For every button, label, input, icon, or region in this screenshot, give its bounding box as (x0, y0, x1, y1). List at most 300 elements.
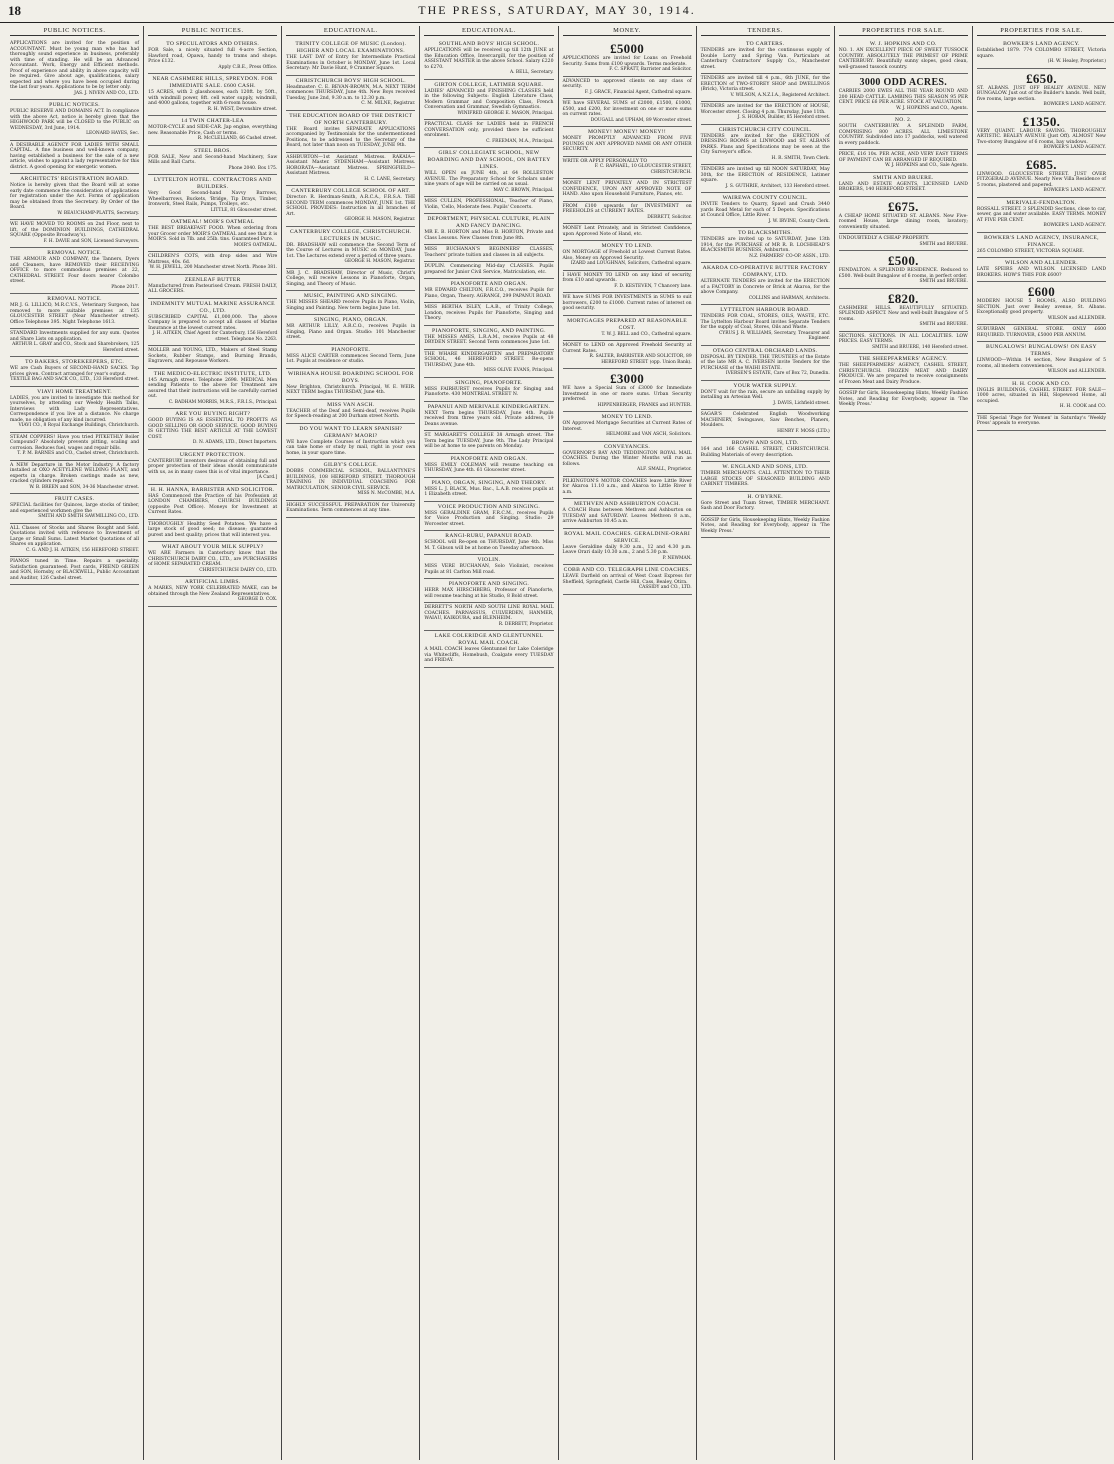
ad-body: FOR SALE, New and Second-hand Machinery, Saw Mills and Ball Carts. (148, 154, 278, 165)
ad-body: LINWOOD—Within 14 section, New Bungalow of 5 rooms, all modern conveniences. (976, 358, 1106, 369)
ad-body: TENDERS are invited for the continuous supply of Double Lorry and Spring Van. Particulars at Canterbury Contractors' Supply Co., Manchester street. (700, 48, 830, 70)
advertisement (286, 345, 415, 369)
advertisement (424, 148, 553, 197)
advertisement (286, 153, 415, 187)
ad-signature: GEORGE H. MASON, Registrar. (344, 259, 416, 264)
ad-body: VERY QUAINT. LABOUR SAVING. THOROUGHLY ARTISTIC. BEALEY AVENUE (Just Off). ALMOST New Two-storey Bungalow of 6 rooms, bay windows. (976, 128, 1106, 145)
ad-signature: BOWKER'S LAND AGENCY. (1043, 102, 1106, 107)
advertisement (977, 342, 1106, 379)
column (419, 26, 557, 1460)
ad-title: YOUR WATER SUPPLY. (733, 382, 797, 389)
ad-body: LATE SPEIRS AND WILSON. LICENSED LAND BROKERS. HOW'S THIS FOR £600? (976, 267, 1106, 278)
ad-title: SINGING, PIANOFORTE. (455, 379, 523, 386)
advertisement (839, 354, 968, 389)
advertisement (977, 155, 1106, 198)
ad-body: GOVERNOR'S BAY AND TEDDINGTON ROYAL MAIL COACHES. During the Winter Months will run as follows. (562, 450, 692, 467)
advertisement (701, 263, 830, 305)
ad-title: ROYAL MAIL COACHES. GERALDINE-ORARI SERVICE. (564, 530, 691, 544)
column-heading: MONEY. (563, 26, 692, 36)
ad-title: PIANOFORTE AND SINGING. (448, 581, 530, 587)
advertisement (10, 220, 139, 248)
ad-title: PIANOFORTE, SINGING, AND PAINTING. (432, 327, 546, 334)
advertisement (10, 248, 139, 294)
ad-signature: WINIFRED GEORGE E. MASON, Principal. (457, 110, 554, 116)
advertisement (563, 412, 692, 442)
advertisement (424, 39, 553, 80)
ad-title: £5000 (610, 41, 645, 56)
ad-title: VOICE PRODUCTION AND SINGING. (437, 503, 541, 510)
advertisement (563, 316, 692, 342)
advertisement (839, 197, 968, 235)
column-heading: PROPERTIES FOR SALE. (977, 26, 1106, 36)
ad-signature: (H. W. Healey, Proprietor.) (1047, 59, 1106, 64)
ad-signature: C. M. MILNE, Registrar. (361, 101, 416, 106)
advertisement (563, 241, 692, 271)
ad-title: WIRIHANA HOUSE BOARDING SCHOOL FOR BOYS. (288, 370, 414, 384)
ad-body: ON Approved Mortgage Securities at Current Rates of Interest. (562, 421, 692, 432)
ad-body: TENDERS are invited till 4 p.m., 6th JUNE, for the ERECTION of TWO-STOREY SHOP and DWELLINGS (Brick), Victoria street. (700, 76, 830, 92)
advertisement (563, 224, 692, 241)
advertisement (424, 350, 553, 378)
advertisement (701, 39, 830, 74)
advertisement (286, 501, 415, 518)
ad-title: THE EDUCATION BOARD OF THE DISTRICT OF NORTH CANTERBURY. (289, 112, 413, 126)
advertisement (286, 291, 415, 315)
ad-body: PRACTICAL CLASS for LADIES held in FRENCH CONVERSATION only, provided there be sufficient enrolment. (424, 122, 554, 138)
advertisement (563, 99, 692, 127)
ad-title: £600 (1027, 284, 1056, 299)
ad-body: 164 and 166 CASHEL STREET, CHRISTCHURCH. Building Materials of every description. (700, 447, 830, 458)
advertisement (286, 400, 415, 424)
column-heading: TENDERS. (701, 26, 830, 36)
ad-body: HAS Commenced the Practice of his Profession at LONDON CHAMBERS, CHURCH BUILDINGS (opposite Post Office). Moneys for Investment at Current Rates. (148, 493, 278, 515)
ad-body: WRITE OR APPLY PERSONALLY TO (562, 158, 648, 164)
ad-signature: SMITH and BRUERE. (919, 241, 968, 247)
ad-title: £1350. (1022, 113, 1061, 129)
ad-signature: J. S. GUTHRIE, Architect, 133 Hereford street. (725, 183, 830, 189)
advertisement (424, 303, 553, 326)
column (143, 26, 281, 1460)
ad-body: ON MORTGAGE of Freehold at Lowest Current Rates. Also, Money on Approved Security. (562, 250, 692, 261)
ad-signature: F. D. KESTEVEN, 7 Chancery lane. (614, 283, 692, 289)
ad-body: UNDOUBTEDLY A CHEAP PROPERTY. (838, 236, 930, 241)
ad-body: THE MISSES AMES, L.R.A.M., receive Pupils at 48 DRYDEN STREET. Second Term commences June 1st. (424, 334, 554, 345)
advertisement (286, 369, 415, 400)
ad-title: NEAR CASHMERE HILLS, SPREYDON. FOR IMMEDIATE SALE. £600 CASH. (152, 76, 273, 89)
ad-title: WHAT ABOUT YOUR MILK SUPPLY? (161, 544, 264, 550)
ad-signature: SMITH and BRUERE, 140 Hereford street. (872, 344, 968, 350)
advertisement (148, 520, 277, 543)
ad-body: GOOD BUYING IS AS ESSENTIAL TO PROFITS AS GOOD SELLING OR GOOD SERVICE. GOOD BUYING IS GETTING THE BEST ARTICLE AT THE LOWEST COST. (148, 418, 278, 440)
advertisement (424, 555, 553, 579)
ad-body: NEXT Term begins THURSDAY, June 4th. Pupils received from three years old. Private address, 19 Deans avenue. (424, 410, 554, 427)
ad-body: MR ARTHUR LILLY, A.R.C.O., receives Pupils in Singing, Piano and Organ. Studio: 101 Manchester street. (286, 324, 416, 340)
ad-body: SOUTH CANTERBURY. A SPLENDID FARM, COMPRISING 800 ACRES. ALL LIMESTONE COUNTRY. Subdivided into 17 paddocks, well watered in every paddock. (838, 124, 968, 146)
advertisement (286, 39, 415, 76)
advertisement (563, 369, 692, 412)
ad-body: WE have SEVERAL SUMS of £2000, £1500, £1000, £500, and £200, for investment on one or more sums on current rates. (562, 101, 692, 117)
ad-body: LEAVE Darfield on arrival of West Coast Express for Sheffield, Springfield, Castle Hill, Cass, Bealey, Otira. (562, 574, 692, 585)
advertisement (10, 100, 139, 141)
ad-signature: J. W. IRVINE, County Clerk. (768, 218, 830, 224)
ad-body: Leave Geraldine daily 9.30 a.m., 12 and 4.30 p.m. Leave Orari daily 10.30 a.m., 2 and 5.30 p.m. (562, 544, 692, 555)
ad-body: FOR Sale, a nicely situated full 4-acre Section, Hawford road, Opawa, handy to trams and shops. Price £132. (148, 48, 278, 64)
ad-title: GILBY'S COLLEGE. (323, 462, 378, 468)
advertisement (701, 305, 830, 346)
advertisement (839, 150, 968, 173)
ad-title: VIOLIN. (477, 557, 501, 563)
advertisement (424, 378, 553, 402)
ad-signature: P. NEWMAN. (662, 555, 692, 561)
ad-signature: W. H. JEWELL, 200 Manchester street North. Phone 381. (149, 265, 278, 270)
ad-signature: BOWKER'S LAND AGENCY. (1043, 145, 1106, 150)
ad-signature: HIPPENBERGER, FRANKS and HUNTER. (597, 402, 692, 408)
ad-title: 14 TWIN CHATER-LEA (181, 118, 245, 124)
ad-title: PAPANUI AND MERIVALE KINDERGARTEN. (427, 403, 551, 410)
column (834, 26, 972, 1460)
ad-title: OATMEAL! MOIR'S OATMEAL (170, 219, 255, 225)
advertisement (424, 579, 553, 603)
ad-title: H. H. COOK AND CO. (1012, 380, 1071, 387)
ad-title: PIANO, ORGAN, SINGING, AND THEORY. (431, 479, 547, 486)
ad-signature: D. N. ADAMS, LTD., Direct Importers. (192, 440, 278, 445)
ad-body: MISS CULLEN, PROFESSIONAL, Teacher of Piano, Violin, 'Cello, Moderate fees. Pupils' Concerts. (424, 199, 554, 210)
advertisement (563, 179, 692, 202)
ad-title: MONEY TO LEND. (601, 243, 653, 249)
ad-body: Established 1879. 774 COLOMBO STREET, Victoria square. (976, 48, 1106, 59)
ad-body: WE ARE Farmers in Canterbury know that the CHRISTCHURCH DAIRY CO., LTD., are PURCHASERS of HOME SEPARATED CREAM. (148, 551, 278, 567)
ad-body: DERRETT'S NORTH AND SOUTH LINE ROYAL MAIL COACHES. PARNASSUS, CULVERDEN, HANMER, WAIAU, KAIKOURA, and BLENHEIM. (424, 605, 554, 621)
ad-body: FROM £100 upwards for INVESTMENT on FREEHOLDS at CURRENT RATES. (562, 203, 692, 214)
column-heading: EDUCATIONAL. (424, 26, 553, 36)
ad-body: New Brighton, Christchurch. Principal, W. E. WEIR. NEXT TERM begins THURSDAY, June 4th. (286, 384, 416, 395)
advertisement (563, 39, 692, 77)
ad-signature: H. R. SMITH, Town Clerk. (771, 155, 830, 161)
ad-signature: SMITH AND SMITH SAWMILLING CO., LTD. (38, 514, 140, 519)
ad-body: MR E. B. HORTON and Miss B. HORTON, Private and Class Lessons. New Classes from June 8th. (424, 230, 554, 241)
ad-body: A CHEAP HOME SITUATED ST. ALBANS. New Five-roomed House, large dining room, lavatory; conveniently situated. (838, 213, 968, 230)
advertisement (977, 233, 1106, 259)
ad-body: Notice is hereby given that the Board will at some early date commence the consideration of applications for registration under the Act. Forms of application may be obtained from the Secretary. By Order of the Board. (10, 183, 140, 210)
ad-title: W. J. HOPKINS AND CO. (869, 41, 937, 47)
ad-title: CONVEYANCES. (604, 443, 651, 450)
advertisement (977, 112, 1106, 155)
ad-body: INGLIS BUILDINGS, CASHEL STREET. FOR SALE—1000 acres, situated in Hill, Slopewood Home, all occupied. (976, 387, 1106, 404)
ad-title: SMITH AND BRUERE. (873, 174, 934, 181)
ad-signature: A. BELL, Secretary. (509, 70, 554, 75)
ad-title: H. H. HANNA, BARRISTER AND SOLICITOR. (150, 486, 275, 493)
ad-title: CANTERBURY COLLEGE SCHOOL OF ART. (291, 188, 411, 194)
ad-body: 265 COLOMBO STREET, VICTORIA SQUARE. (976, 248, 1085, 254)
ad-body: TEACHER of the Deaf and Semi-deaf, receives Pupils for Speech-reading at 200 Durham street North. (286, 408, 416, 419)
ad-body: ALTERNATE TENDERS are invited for the ERECTION of a FACTORY in Concrete or Brick at Akaroa, for the above Company. (700, 279, 830, 295)
advertisement (563, 499, 692, 529)
ad-signature: JAS. J. NIVEN AND CO., LTD. (74, 90, 140, 96)
advertisement (839, 74, 968, 115)
ad-body: PRICE, £16 10s. PER ACRE, AND VERY EASY TERMS OF PAYMENT CAN BE ARRANGED IF REQUIRED. (838, 152, 968, 163)
ad-signature: COLLINS and HARMAN, Architects. (748, 295, 830, 301)
advertisement (10, 357, 139, 387)
advertisement (148, 252, 277, 275)
advertisement (10, 557, 139, 585)
column-heading: EDUCATIONAL. (286, 26, 415, 36)
ad-signature: DOUGALL and UPHAM, 89 Worcester street. (590, 117, 692, 123)
advertisement (701, 125, 830, 166)
ad-body: SPECIAL facilities for Quinces, large stocks of timber, and experienced workmen give the (10, 503, 140, 514)
advertisement (10, 141, 139, 175)
ad-body: DON'T wait for the rain, secure an unfailing supply by installing an Artesian Well. (700, 389, 830, 400)
ad-body: SUBURBAN GENERAL STORE. ONLY £600 REQUIRED. TURNOVER, £5000 PER ANNUM. (976, 327, 1106, 338)
ad-title: BOWKER'S LAND AGENCY. (1003, 41, 1080, 47)
ad-body: WE HAVE MOVED TO ROOMS on 2nd Floor, next to lift, of the DOMINION BUILDINGS, CATHEDRAL SQUARE (Opposite Broadway's). (10, 222, 140, 238)
ad-body: Manufactured from Pasteurised Cream. FRESH DAILY, ALL GROCERS. (148, 283, 278, 294)
column (558, 26, 696, 1460)
advertisement (701, 410, 830, 438)
ad-title: GIRTON COLLEGE, LATIMER SQUARE. (434, 81, 544, 88)
ad-body: GOSSIP for Girls, Housekeeping Hints, Weekly Fashion Notes, and Reading for Everybody, appear in 'The Weekly Press.' (700, 517, 830, 534)
ad-title: MONEY! MONEY! MONEY!! (588, 129, 667, 135)
ad-body: ST. ALBANS. JUST OFF BEALEY AVENUE. NEW BUNGALOW. Just out of the Builder's hands. Well built, five rooms, large section. (976, 85, 1106, 102)
advertisement (148, 146, 277, 176)
ad-signature: HENRY F. MOSS (LTD.) (777, 428, 830, 434)
advertisement (148, 542, 277, 577)
ad-signature: IVERSEN'S ESTATE, Care of Box 72, Dunedin. (725, 371, 830, 376)
ad-body: ADVANCED to approved clients on any class of security. (562, 78, 692, 89)
advertisement (148, 299, 277, 347)
ad-body: STEAM COPPERS! Have you tried PITKETHLY Boiler Compound? Absolutely prevents pitting, scaling and corrosion. Reduces fuel, wages and repair bills. (10, 434, 140, 451)
ad-signature: R. SALTER, BARRISTER AND SOLICITOR, 89 HEREFORD STREET (opp. Union Bank). (589, 354, 692, 365)
ad-body: Very Good Second-hand Navvy Barrows, Wheelbarrows, Buckets, 'Bridge, Tip Drays, Timber, Ironwork, Steel Rails, Pumps, Trolleys, etc. (148, 191, 278, 207)
advertisement (839, 173, 968, 197)
ad-body: LADIES, you are invited to investigate this method for yourselves, by attending our Weekly Health Talks, Interviews with Lady Representatives. Correspondence if you live at a distance. No charge made, no obligation of any kind incurred. (10, 395, 140, 423)
ad-signature: J. DAVIS, Lichfield street. (773, 400, 830, 406)
ad-signature: GEORGE D. COX. (237, 597, 278, 602)
advertisement (148, 217, 277, 252)
advertisement (839, 251, 968, 289)
column-heading: PUBLIC NOTICES. (10, 26, 139, 36)
advertisement (10, 494, 139, 524)
ad-signature: V. WILSON, A.N.Z.I.A., Registered Architect. (730, 92, 830, 98)
ad-body: PIANOS tuned in Time. Repairs a speciality. Satisfaction guaranteed. Post cards, FRIEND GREEN and SON, Hornsby, or BLACKWELL, Public Accountant and Auditor, 126 Cashel street. (10, 559, 140, 581)
ad-body: MODERN HOUSE 5 ROOMS, ALSO BUILDING SECTION. Just over Bealey avenue, St. Albans. Exceptionally good property. (976, 299, 1106, 315)
advertisement (424, 262, 553, 279)
ad-title: TO SPECULATORS AND OTHERS. (166, 41, 260, 47)
ad-signature: VIAVI CO., 8 Royal Exchange Buildings, Christchurch. (18, 423, 140, 428)
advertisement (563, 77, 692, 100)
ad-title: £650. (1026, 70, 1057, 86)
ad-body: THE MISSES SHEARD receive Pupils in Piano, Violin, Singing and Painting. New term begins June 1st. (286, 300, 416, 311)
ad-body: WE are Cash Buyers of SECOND-HAND SACKS. Top prices given. Contract arranged for year's output. (10, 366, 140, 377)
advertisement (701, 102, 830, 125)
ad-signature: CYRUS J. R. WILLIAMS, Secretary, Treasurer and Engineer. (718, 330, 830, 341)
advertisement (148, 346, 277, 369)
ad-body: THE LAST DAY of Entry for Intermediate Practical Examinations in October is MONDAY, June 1st. Local Secretary: Mr Davie Hunt, 9 Cranmer Square. (286, 55, 416, 71)
advertisement (563, 127, 692, 157)
ad-body: LADIES' ADVANCED and FINISHING CLASSES held in the following Subjects: English Literature Class, Modern Grammar and Composition Class, French Conversation and Grammar, Swedish Gymnastics. (424, 88, 554, 110)
ad-signature: LEONARD HAYES, Sec. (86, 131, 140, 136)
advertisement (424, 80, 553, 121)
ad-title: THE MEDICO-ELECTRIC INSTITUTE, LTD. (153, 370, 272, 377)
ad-signature: GEORGE H. MASON, Registrar. (344, 217, 416, 222)
ad-title: SOUTHLAND BOYS' HIGH SCHOOL. (438, 41, 540, 47)
advertisement (977, 39, 1106, 69)
advertisement (563, 341, 692, 369)
ad-title: CANTERBURY COLLEGE, CHRISTCHURCH. LECTURES IN MUSIC. (290, 228, 412, 242)
ad-body: APPLICATIONS are invited for the position of ACCOUNTANT. Must be young man who has had thoroughly sound experience in business, preferably with time of standing. He will be an Advanced Accountant. Work, Energy and Efficient methods. Proof of experience and ability in above capacity will be required. Give about age, qualifications, salary expected and where you have been occupied during the last four years. Applications to be by letter only. (10, 41, 140, 90)
ad-title: PIANOFORTE AND ORGAN. (450, 455, 528, 462)
ad-body: THE Board invites SEPARATE APPLICATIONS accompanied by Testimonials for the undermentioned Positions, to be addressed to the Secretary of the Board, not later than noon on TUESDAY, JUNE 9th. (286, 126, 416, 148)
ad-body: THOROUGHLY Healthy Seed Potatoes. We have a large stock of good seed; no disease; guaranteed purest and best quality; prices that will interest you. (148, 521, 278, 538)
ad-signature: WILSON and ALLENDER. (1047, 315, 1106, 321)
ad-signature: J. S. HORAN, Builder, 85 Hereford street. (737, 115, 830, 120)
advertisement (424, 326, 553, 350)
advertisement (424, 245, 553, 262)
ad-signature: MAY C. BROWN, Principal. (493, 187, 554, 193)
ad-body: MISS BUCHANAN'S BEGINNERS' CLASSES, Teachers' private tuition and classes in all subjects. (424, 247, 554, 258)
ad-signature: T. P. M. BARNES and CO., Cashel street, Christchurch. (17, 451, 140, 456)
ad-body: Director: R. Herdman-Smith, A.R.C.A., F.R.S.A. THE SECOND TERM commences MONDAY, JUNE 1st. THE SCHOOL PROVIDES: Instruction in all branches of Art. (286, 195, 416, 217)
advertisement (424, 478, 553, 502)
ad-signature: F. H. DAVIE and SON, Licensed Surveyors. (43, 238, 140, 244)
ad-title: MUSIC, PAINTING AND SINGING. (303, 293, 398, 299)
advertisement (563, 202, 692, 225)
ad-body: WE have SUMS FOR INVESTMENTS in SUMS to suit borrowers, £200 to £1000. Current rates of interest on good security. (562, 295, 692, 311)
ad-signature: WILSON and ALLENDER. (1047, 369, 1106, 374)
ad-body: SCHOOL will Re-open on THURSDAY, June 4th. Miss M. T. Gibson will be at home on Tuesday afternoon. (424, 540, 554, 551)
ad-title: LYTTELTON HARBOUR BOARD. (720, 307, 811, 313)
columns-container (6, 26, 1110, 1460)
advertisement (424, 454, 553, 478)
ad-body: MONEY PROMPTLY ADVANCED FROM FIVE POUNDS ON ANY APPROVED NAME OR ANY OTHER SECURITY. (562, 136, 692, 152)
ad-title: W. ENGLAND AND SONS, LTD. (722, 464, 808, 470)
ad-title: OTAGO CENTRAL ORCHARD LANDS. (712, 347, 818, 354)
advertisement (701, 74, 830, 102)
ad-body: MISS FAIRHURST receives Pupils for Singing and Pianoforte. 430 MONTREAL STREET N. (424, 386, 554, 397)
ad-body: ROSSALL STREET. 3 SPLENDID Sections, close to car, sewer, gas and water available. EASY TERMS. MONEY AT FIVE PER CENT. (976, 206, 1106, 223)
ad-title: NO. 2. (894, 117, 912, 123)
ad-body: FENDALTON. A SPLENDID RESIDENCE. Reduced to £500. Well-built Bungalow of 6 rooms, in perfect order. (838, 268, 968, 279)
ad-signature: Phone 2040. Box 175. (228, 165, 278, 171)
advertisement (563, 293, 692, 316)
ad-body: Headmaster: C. E. BEVAN-BROWN, M.A. NEXT TERM commences THURSDAY, June 4th. New Boys received Tuesday, June 2nd, 9.30 a.m. to 12.30 p.m. (286, 84, 416, 101)
column (6, 26, 143, 1460)
ad-title: £3000 (610, 371, 645, 386)
ad-signature: MISS N. McCOMBE, M.A. (357, 491, 416, 496)
advertisement (701, 381, 830, 411)
advertisement (10, 433, 139, 461)
newspaper-title: THE PRESS, SATURDAY, MAY 30, 1914. (418, 3, 696, 17)
ad-signature: CHRISTCHURCH DAIRY CO., LTD. (199, 567, 278, 573)
ad-body: NO. 1. AN EXCELLENT PIECE OF SWEET TUSSOCK COUNTRY. ABSOLUTELY THE PRIMEST OF PRIME CANTERBURY. Beautifully sunny slopes, good clean, well-grassed tussock country. (838, 48, 968, 70)
page-number: 18 (8, 3, 21, 18)
ad-title: BUNGALOWS! BUNGALOWS! ON EASY TERMS. (986, 344, 1097, 357)
advertisement (563, 529, 692, 566)
ad-title: BROWN AND SON, LTD. (731, 440, 799, 446)
ad-body: MONEY to LEND on Approved Freehold Security at Current Rates. (562, 343, 692, 354)
ad-title: BOWKER'S LAND AGENCY, INSURANCE, FINANCE. (984, 234, 1099, 248)
ad-title: AKAROA CO-OPERATIVE BUTTER FACTORY COMPANY, LTD. (702, 265, 828, 278)
ad-body: LINWOOD. GLOUCESTER STREET. JUST OVER FITZGERALD AVENUE. Nearly New Villa Residence of 5 rooms, plastered and papered. (976, 171, 1106, 188)
advertisement (701, 462, 830, 492)
advertisement (839, 115, 968, 150)
ad-signature: J. H. AITKEN, Chief Agent for Canterbury, 156 Hereford street. Telephone No. 2263. (152, 331, 278, 342)
ad-body: MISS EMILY COLEMAN will resume teaching on THURSDAY, June 4th. 61 Gloucester street. (424, 462, 554, 473)
ad-title: PIANOFORTE AND ORGAN. (450, 281, 528, 287)
ad-title: ARE YOU BUYING RIGHT? (175, 411, 251, 417)
ad-signature: [A Card.] (256, 475, 278, 480)
ad-body: HERR MAX HIRSCHBERG, Professor of Pianoforte, will resume teaching at his Studio, 8 Bold street. (424, 588, 554, 599)
advertisement (286, 227, 415, 269)
ad-title: URGENT PROTECTION. (179, 451, 246, 458)
ad-body: MR J. C. BRADSHAW, Director of Music, Christ's College, will receive Lessons in Pianoforte, Organ, Singing, and Theory of Music. (286, 270, 416, 287)
ad-signature: HELMORE and VAN ASCH, Solicitors. (606, 432, 692, 437)
ad-signature: T. W. J. BELL and CO., Cathedral square. (601, 331, 692, 337)
advertisement (563, 442, 692, 477)
ad-signature: CASSIDY and CO., LTD. (638, 585, 692, 590)
ad-title: ZEENLEAF BUTTER (184, 276, 241, 283)
ad-signature: H. C. LANE, Secretary. (364, 176, 416, 182)
advertisement (424, 214, 553, 245)
advertisement (286, 269, 415, 292)
advertisement (839, 332, 968, 355)
advertisement (977, 258, 1106, 282)
ad-body: SECTIONS. SECTIONS. IN ALL LOCALITIES. LOW PRICES. EASY TERMS. (838, 333, 968, 344)
advertisement (701, 165, 830, 193)
ad-signature: SMITH and BRUERE. (919, 279, 968, 284)
ad-title: £675. (887, 198, 919, 214)
advertisement (286, 315, 415, 345)
ad-body: MR EDWARD CHILTON, F.R.C.O., receives Pupils for Piano, Organ, Theory. AGRANGI, 299 PAPANUI ROAD. (424, 288, 554, 299)
ad-signature: DERRETT, Solicitor. (647, 214, 692, 220)
ad-title: CHRISTCHURCH CITY COUNCIL. (718, 126, 812, 133)
ad-body: ALL Classes of Stocks and Shares Bought and Sold. Quotations invited with reference to Investment of Large or Small Sums. Latest Market Quotations of all Shares on application. (10, 525, 140, 547)
ad-body: TENDERS are invited up to SATURDAY, June 13th 1914, for the PURCHASE of MR R. B. LOCHHEAD'S BLACKSMITH BUSINESS, Ashburton. (700, 237, 830, 253)
ad-body: CHILDREN'S COTS, with drop sides and Wire Mattress, 40s. 6d. (148, 254, 278, 265)
ad-body: STANDARD Investments supplied for any sum. Quotes and Share Lists on application. (10, 331, 140, 342)
advertisement (148, 409, 277, 450)
advertisement (424, 603, 553, 631)
ad-title: MORTGAGES PREPARED AT REASONABLE COST. (567, 317, 687, 331)
ad-body: CARRIES 2000 EWES ALL THE YEAR ROUND AND 200 HEAD CATTLE. LAMBING THIS SEASON 95 PER CENT. PRICE £6 PER ACRE. STOCK AT VALUATION. (838, 89, 968, 105)
advertisement (977, 325, 1106, 342)
ad-title: £685. (1026, 156, 1057, 172)
ad-signature: F. C. RAPHAEL, 10 GLOUCESTER STREET, CHRISTCHURCH. (594, 164, 692, 175)
ad-body: MISS VERE BUCHANAN, Solo Violinist, receives Pupils at 81 Carlton Mill road. (424, 564, 554, 575)
ad-body: TENDERS are invited up till NOON SATURDAY, May 30th, for the ERECTION of RESIDENCE, Latimer square. (700, 167, 830, 183)
ad-title: REMOVAL NOTICE. (47, 250, 102, 256)
ad-body: ASHBURTON—1st Assistant Mistress. RAKAIA—Assistant Master. SYDENHAM—Assistant Mistress. HORORATA—Assistant Mistress. SPRINGFIELD—Assistant Mistress. (286, 154, 416, 176)
ad-body: THE ARMOUR AND COMPANY, the Tanners, Dyers and Cleaners, have REMOVED their RECEIVING OFFICE to more commodious premises at 22, CATHEDRAL STREET. Four doors nearer Colombo street. (10, 257, 140, 284)
ad-signature: F. J. GRACE, Financial Agent, Cathedral square. (584, 89, 692, 95)
ad-body: WILL OPEN on JUNE 4th, at 64 ROLLESTON AVENUE. The Preparatory School for Scholars under nine years of age will be carried on as usual. (424, 171, 554, 187)
column-heading: PUBLIC NOTICES. (148, 26, 277, 36)
advertisement (10, 39, 139, 100)
advertisement (10, 174, 139, 220)
advertisement (286, 76, 415, 111)
advertisement (148, 369, 277, 410)
ad-signature: MOIR'S OATMEAL. (233, 242, 278, 248)
advertisement (148, 450, 277, 485)
advertisement (977, 379, 1106, 414)
ad-body: MONEY LENT PRIVATELY AND IN STRICTEST CONFIDENCE, UPON ANY APPROVED NOTE OF HAND. Also upon Household Furniture, Pianos, etc. (562, 181, 692, 197)
advertisement (148, 175, 277, 217)
ad-body: SUBSCRIBED CAPITAL £1,000,000. The above Company is prepared to accept all classes of Marine Insurance at the lowest current rates. (148, 314, 278, 331)
ad-body: GOSSIP for Girls, Housekeeping Hints, Weekly Fashion Notes, and Reading for Everybody, appear in 'The Weekly Press.' (838, 391, 968, 407)
ad-signature: MISS OLIVE EVANS, Principal. (483, 368, 554, 373)
ad-title: TO BAKERS, STOREKEEPERS, ETC. (25, 359, 125, 365)
advertisement (424, 502, 553, 532)
advertisement (977, 69, 1106, 112)
